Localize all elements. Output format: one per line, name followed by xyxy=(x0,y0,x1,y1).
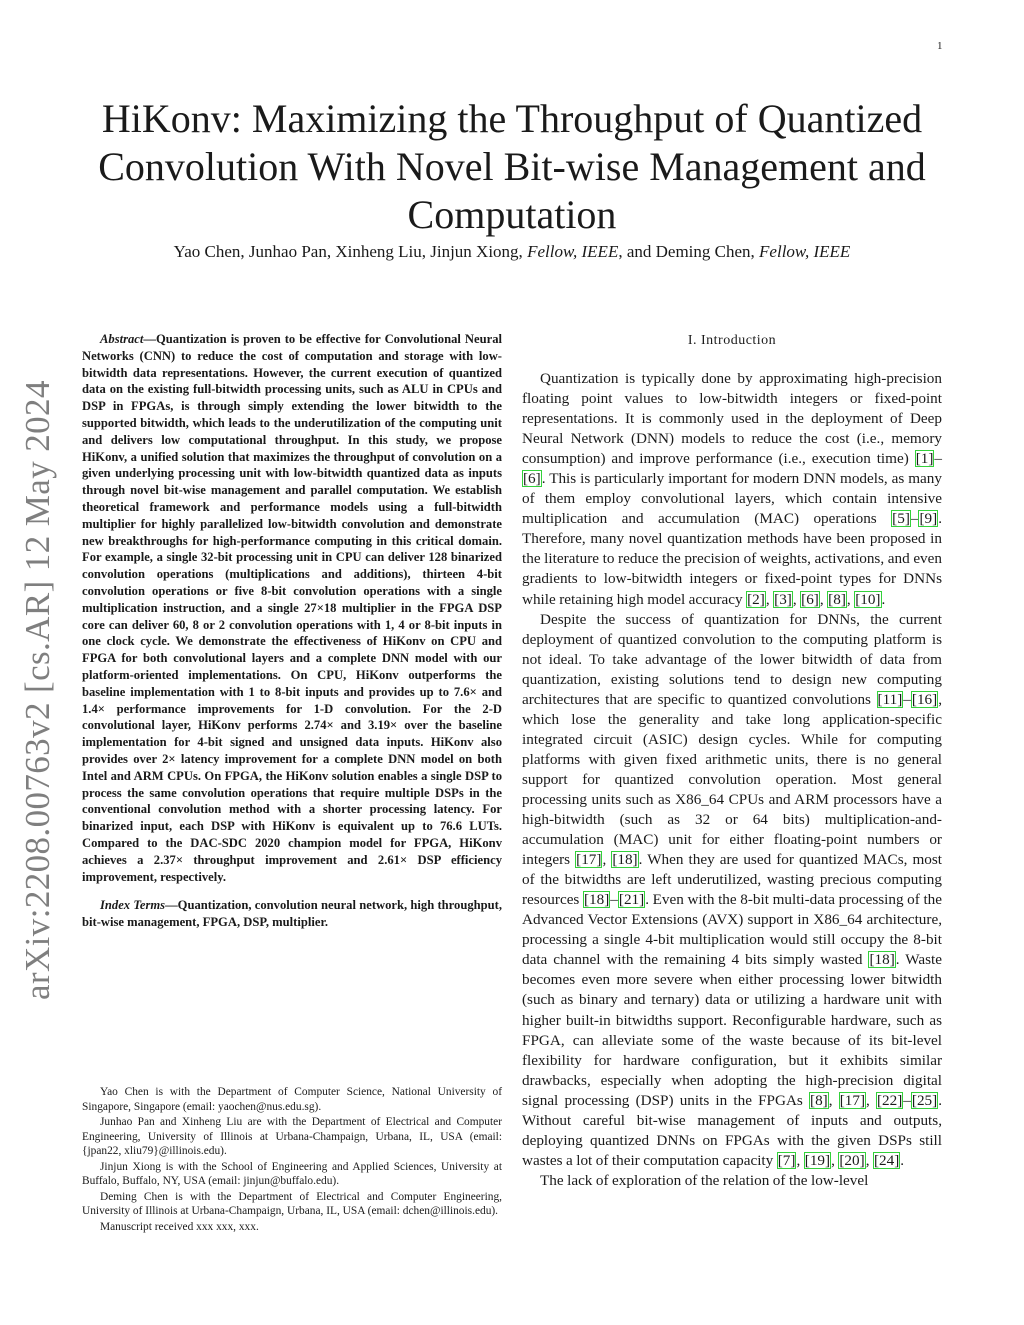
index-terms-text: —Quantization, convolution neural network, high throughput, bit-wise management, FPGA, DSP, multiplier. xyxy=(82,898,502,930)
text: , xyxy=(792,590,801,608)
citation-link[interactable]: [24] xyxy=(873,1151,900,1169)
footnote: Junhao Pan and Xinheng Liu are with the Department of Electrical and Computer Engineering, University of Illinois at Urbana-Champaign, Urbana, IL, USA (email: {jpan22, xliu79}@illinois.edu). xyxy=(82,1116,502,1157)
citation-link[interactable]: [20] xyxy=(839,1151,865,1169)
text: . xyxy=(881,590,886,608)
text: , xyxy=(846,590,855,608)
page-number: 1 xyxy=(937,40,943,52)
citation-link[interactable]: [18] xyxy=(583,891,610,909)
citation-link[interactable]: [21] xyxy=(618,891,645,909)
footnote: Jinjun Xiong is with the School of Engineering and Applied Sciences, University at Buffalo, Buffalo, NY, USA (email: jinjun@buffalo.edu). xyxy=(82,1160,502,1187)
abstract-text: —Quantization is proven to be effective for Convolutional Neural Networks (CNN) to reduce the cost of computation and storage with low-bitwidth data representations. However, the current execution of quantized data on the existing full-bitwidth processing units, such as ALU in CPUs and DSP in FPGAs, is through simply extending the lower bitwidth to the supported bitwidth, which leads to the underutilization of the computing unit and delivers low computational throughput. In this study, we propose HiKonv, a unified solution that maximizes the throughput of convolution on a given underlying processing unit with low-bitwidth quantized data as inputs through novel bit-wise management and parallel computation. We establish theoretical framework and performance models using a full-bitwidth multiplier for highly parallelized low-bitwidth convolution and demonstrate new breakthroughs for high-performance computing in this critical domain. For example, a single 32-bit processing unit in CPU can deliver 128 binarized convolution operations (multiplications and additions), thirteen 4-bit convolution operations or five 8-bit convolution operations with a single multiplication instruction, and a single 27×18 multiplier in the FPGA DSP core can deliver 60, 8 or 2 convolution operations with 1, 4 or 8-bit inputs in one clock cycle. We demonstrate the effectiveness of HiKonv on CPU and FPGA for both convolutional layers and a complete DNN model with our platform-oriented implementations. On CPU, HiKonv outperforms the baseline implementation with 1 to 8-bit inputs and provides up to 7.6× and 1.4× performance improvements for 1-D convolution. For the 2-D convolutional layer, HiKonv performs 2.74× and 3.19× over the baseline implementation for 4-bit signed and unsigned data inputs. HiKonv also provides over 2× latency improvement for a complete DNN model on both Intel and ARM CPUs. On FPGA, the HiKonv solution enables a single DSP to process the same convolution operations that require multiple DSPs in the conventional convolution method with a shorter processing latency. For binarized input, each DSP with HiKonv is equivalent up to 76.6 LUTs. Compared to the DAC-SDC 2020 champion model for FPGA, HiKonv achieves a 2.37× throughput improvement and 2.61× DSP efficiency improvement, respectively. xyxy=(82,332,502,884)
text: , xyxy=(765,590,774,608)
citation-link[interactable]: [11] xyxy=(877,690,903,708)
author-list xyxy=(60,242,964,262)
arxiv-identifier-stamp[interactable]: arXiv:2208.00763v2 [cs.AR] 12 May 2024 xyxy=(18,380,57,1000)
index-terms-label: Index Terms xyxy=(100,898,166,913)
authors-text-1: Yao Chen, Junhao Pan, Xinheng Liu, Jinjun Xiong, xyxy=(173,242,528,261)
introduction-paragraph-1 xyxy=(522,369,942,610)
text: – xyxy=(903,1091,911,1109)
text: , xyxy=(831,1151,839,1169)
text: Despite the success of quantization for DNNs, the current deployment of quantized convolution to the computing platform is not ideal. To take advantage of the lower bitwidth of data from quantization, existing solutions tend to design new computing architectures that are specific to quantized convolutions xyxy=(522,610,942,708)
citation-link[interactable]: [17] xyxy=(839,1091,866,1109)
introduction-paragraph-2 xyxy=(522,610,942,1171)
text: – xyxy=(910,510,919,528)
index-terms xyxy=(82,897,502,931)
text: . Even with the 8-bit multi-data processing of the Advanced Vector Extensions (AVX) support in X86_64 architecture, processing a single 4-bit multiplication would still occupy the 8-bit data channel with the remaining 4 bits simply wasted xyxy=(522,891,943,969)
text: – xyxy=(903,690,911,708)
left-column xyxy=(82,331,502,931)
paper-title: HiKonv: Maximizing the Throughput of Quantized Convolution With Novel Bit-wise Management and Computation xyxy=(98,96,926,237)
text: – xyxy=(934,450,942,468)
citation-link[interactable]: [6] xyxy=(801,590,819,608)
text: . When they are used for quantized MACs, most of the bitwidths are left underutilized, wasting precious computing resources xyxy=(522,851,942,909)
text: , xyxy=(796,1151,804,1169)
text: . Without careful bit-wise management of inputs and outputs, deploying quantized DNNs on FPGAs with the given DSPs still wastes a lot of their computation capacity xyxy=(522,1091,942,1169)
text: . xyxy=(900,1151,905,1169)
citation-link[interactable]: [25] xyxy=(911,1091,938,1109)
text: . Therefore, many novel quantization methods have been proposed in the literature to reduce the precision of weights, activations, and even gradients to low-bitwidth integers or fixed-point types for DNNs while retaining high model accuracy xyxy=(522,510,942,608)
fellow-designation-2: Fellow, IEEE xyxy=(759,242,851,261)
citation-link[interactable]: [10] xyxy=(855,590,881,608)
citation-link[interactable]: [7] xyxy=(777,1151,796,1169)
citation-link[interactable]: [5] xyxy=(892,510,910,528)
citation-link[interactable]: [2] xyxy=(747,590,765,608)
text: – xyxy=(610,891,618,909)
text: . This is particularly important for modern DNN models, as many of them employ convolutional layers, which contain intensive multiplication and accumulation (MAC) operations xyxy=(522,470,942,528)
text: , xyxy=(866,1091,876,1109)
abstract-label: Abstract xyxy=(100,332,144,346)
authors-text-2: , and Deming Chen, xyxy=(618,242,760,261)
text: . Waste becomes even more severe when either processing lower bitwidth (such as binary and ternary) data or utilizing a hardware unit with higher built-in bitwidths support. Reconfigurable hardware, such as FPGA, can alleviate some of the waste because of its bit-level flexibility for hardware configuration, but it exhibits similar drawbacks, especially when adopting the high-precision digital signal processing (DSP) units in the FPGAs xyxy=(522,951,943,1109)
citation-link[interactable]: [18] xyxy=(869,951,895,969)
text: , xyxy=(865,1151,873,1169)
citation-link[interactable]: [17] xyxy=(576,851,602,869)
citation-link[interactable]: [3] xyxy=(774,590,792,608)
citation-link[interactable]: [8] xyxy=(810,1091,828,1109)
text: , which lose the generality and take long application-specific integrated circuit (ASIC) design cycles. While for computing platforms with given fixed arithmetic units, there is no general support for quantized convolution operation. Most general processing units such as X86_64 CPUs and ARM processors have a high-bitwidth (such as 32 or 64 bits) multiplication-and-accumulation (MAC) unit for either floating-point numbers or integers xyxy=(522,690,942,869)
text: , xyxy=(602,851,612,869)
footnote: Manuscript received xxx xxx, xxx. xyxy=(100,1220,259,1233)
abstract xyxy=(82,331,502,885)
citation-link[interactable]: [22] xyxy=(876,1091,903,1109)
citation-link[interactable]: [9] xyxy=(919,510,938,528)
introduction-paragraph-3: The lack of exploration of the relation of the low-level xyxy=(540,1171,869,1189)
footnote: Yao Chen is with the Department of Computer Science, National University of Singapore, Singapore (email: yaochen@nus.edu.sg). xyxy=(82,1086,502,1113)
author-footnotes xyxy=(82,1085,502,1235)
citation-link[interactable]: [1] xyxy=(915,450,934,468)
citation-link[interactable]: [19] xyxy=(804,1151,831,1169)
text: Quantization is typically done by approximating high-precision floating point values to low-bitwidth integers or fixed-point representations. It is commonly used in the deployment of Deep Neural Network (DNN) models to reduce the cost (i.e., memory consumption) and improve performance (i.e., execution time) xyxy=(522,370,942,468)
citation-link[interactable]: [18] xyxy=(612,851,638,869)
citation-link[interactable]: [8] xyxy=(828,590,846,608)
citation-link[interactable]: [16] xyxy=(911,690,938,708)
section-heading-introduction: I. Introduction xyxy=(687,333,777,348)
text: , xyxy=(828,1091,839,1109)
citation-link[interactable]: [6] xyxy=(523,470,541,488)
fellow-designation-1: Fellow, IEEE xyxy=(527,242,619,261)
text: , xyxy=(819,590,828,608)
footnote: Deming Chen is with the Department of Electrical and Computer Engineering, University of Illinois at Urbana-Champaign, Urbana, IL, USA (email: dchen@illinois.edu). xyxy=(82,1190,502,1217)
right-column xyxy=(522,333,942,1191)
